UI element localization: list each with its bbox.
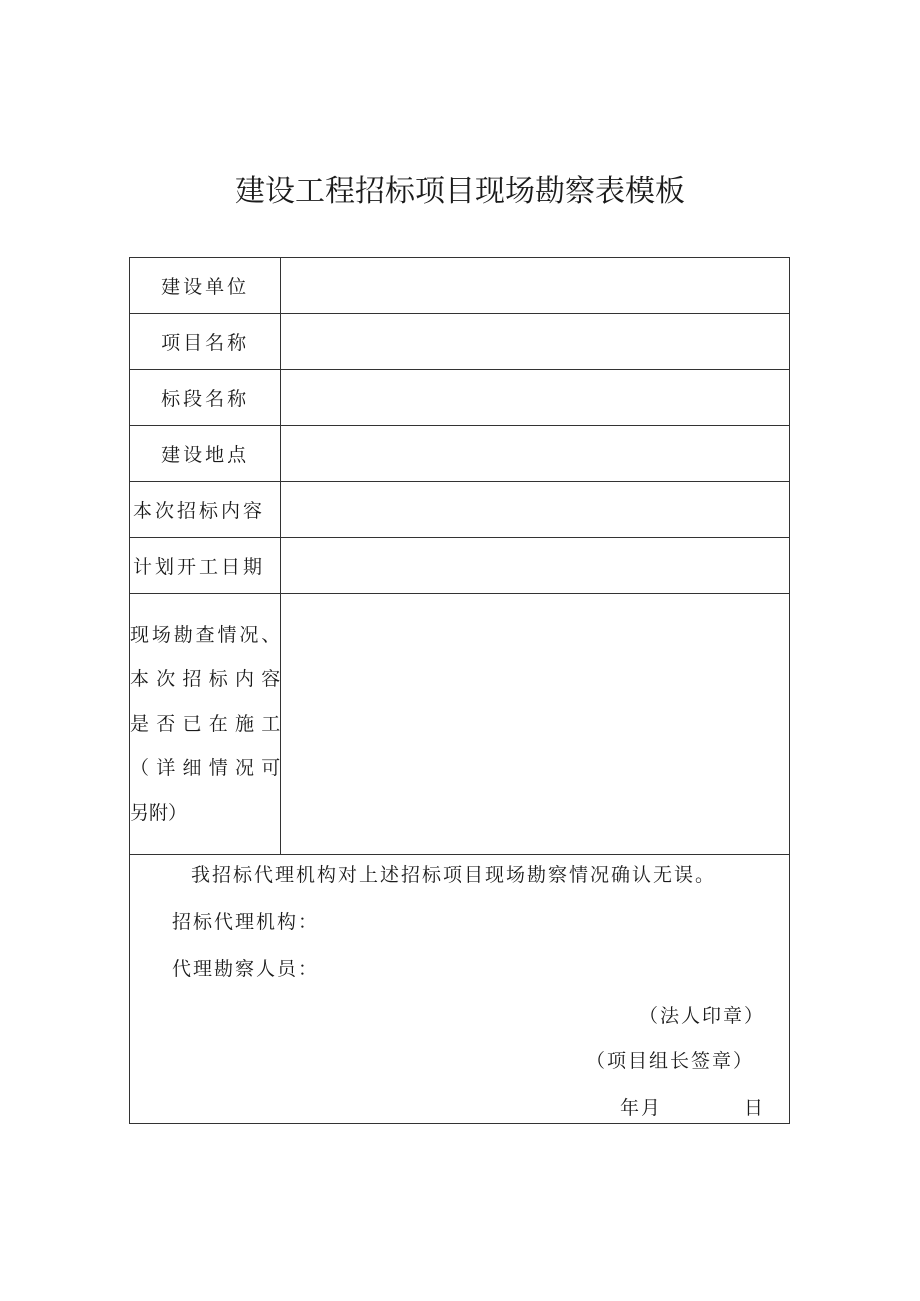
survey-form-table	[129, 257, 790, 1124]
label-site-inspection	[130, 594, 281, 855]
row-planned-start-date	[130, 538, 790, 594]
leader-signature-label: （项目组长签章）	[586, 1050, 755, 1072]
label-planned-start-date: 计划开工日期	[130, 538, 281, 594]
value-planned-start-date[interactable]	[281, 538, 790, 594]
value-bid-content[interactable]	[281, 482, 790, 538]
value-project-name[interactable]	[281, 314, 790, 370]
row-construction-site	[130, 426, 790, 482]
date-day: 日	[744, 1097, 766, 1119]
row-construction-unit	[130, 258, 790, 314]
value-construction-unit[interactable]	[281, 258, 790, 314]
row-project-name	[130, 314, 790, 370]
label-line: 现场勘查情况、	[130, 623, 281, 646]
value-site-inspection[interactable]	[281, 594, 790, 855]
confirmation-cell	[130, 855, 790, 1124]
value-section-name[interactable]	[281, 370, 790, 426]
label-construction-unit: 建设单位	[130, 258, 281, 314]
row-bid-content	[130, 482, 790, 538]
row-site-inspection	[130, 594, 790, 855]
label-section-name: 标段名称	[130, 370, 281, 426]
legal-seal-label: （法人印章）	[639, 1005, 766, 1027]
date-year-month: 年月	[620, 1097, 663, 1119]
label-line: （详细情况可	[130, 757, 281, 780]
label-project-name: 项目名称	[130, 314, 281, 370]
label-construction-site: 建设地点	[130, 426, 281, 482]
label-line: 本次招标内容	[130, 668, 281, 691]
confirmation-box	[130, 855, 789, 1123]
agency-label: 招标代理机构：	[172, 911, 320, 933]
value-construction-site[interactable]	[281, 426, 790, 482]
confirmation-statement: 我招标代理机构对上述招标项目现场勘察情况确认无误。	[191, 864, 717, 886]
label-bid-content: 本次招标内容	[130, 482, 281, 538]
label-line: 另附）	[130, 801, 188, 824]
label-line: 是否已在施工	[130, 712, 281, 735]
page-title: 建设工程招标项目现场勘察表模板	[235, 174, 685, 209]
row-section-name	[130, 370, 790, 426]
staff-label: 代理勘察人员：	[172, 958, 320, 980]
row-confirmation	[130, 855, 790, 1124]
